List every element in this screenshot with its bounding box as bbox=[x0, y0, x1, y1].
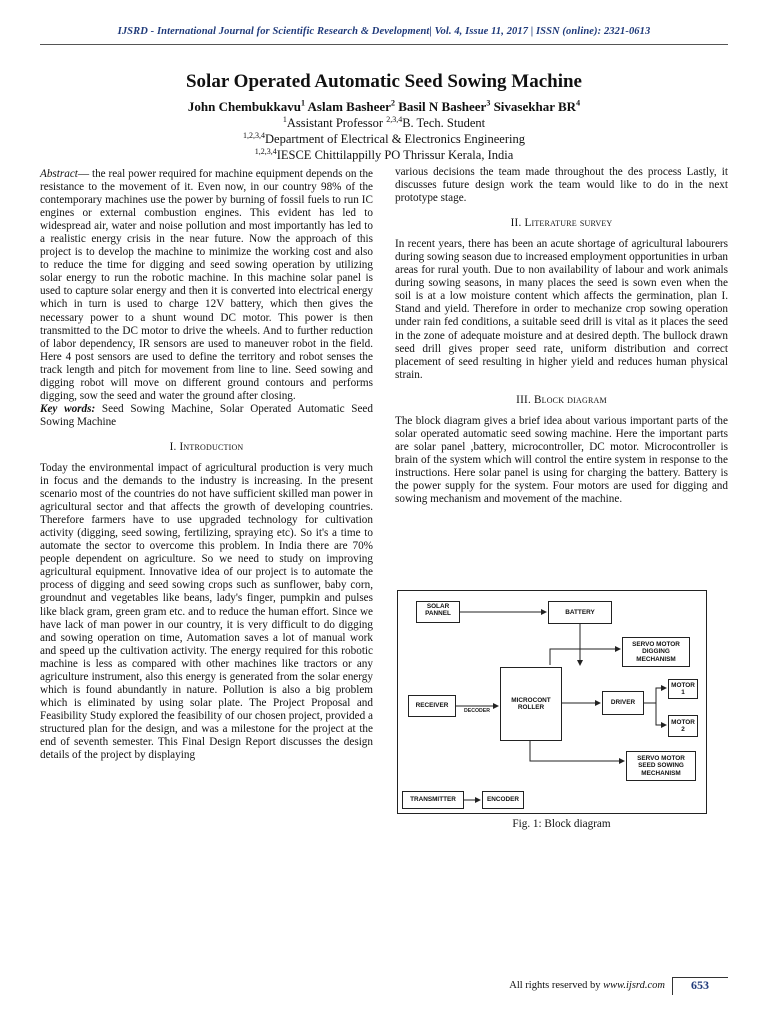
title-block bbox=[40, 70, 728, 163]
page-number: 653 bbox=[691, 978, 709, 992]
aff-1-a: Assistant Professor bbox=[286, 116, 387, 130]
wire-driver-motor2 bbox=[656, 703, 666, 725]
aff-2: Department of Electrical & Electronics Engineering bbox=[265, 132, 525, 146]
aff-2-sup: 1,2,3,4 bbox=[243, 130, 266, 140]
affiliation-institute bbox=[40, 147, 728, 163]
author-4: Sivasekhar BR bbox=[490, 99, 577, 114]
label-decoder: DECODER bbox=[464, 708, 490, 714]
literature-text: In recent years, there has been an acute shortage of agricultural labourers during sowing season due to increased employment opportunities in urban areas for rural youth. Due to non availability of labour and work animals during sowing seasons, in many places the seed is sown even when the soil is at a low moisture content which affects the germination, plan I. Stand and yield. Therefore in order to mechanize crop sowing operation under rain fed conditions, a suitable seed drill is vital as it places the seed in the zone of adequate moisture and at desired depth. The bullock drawn seed drill gives proper seed rate, uniform distribution and correct placement of seed resulting in higher yield and reduces human physical strain. bbox=[395, 238, 728, 381]
affiliation-role bbox=[40, 115, 728, 131]
block-servo-digging: SERVO MOTOR DIGGING MECHANISM bbox=[622, 637, 690, 667]
wire-micro-servo-dig bbox=[550, 649, 620, 665]
author-4-sup: 4 bbox=[576, 98, 581, 108]
aff-1-b: B. Tech. Student bbox=[402, 116, 486, 130]
abstract bbox=[40, 168, 373, 403]
abstract-text: the real power required for machine equipment depends on the resistance to the movement of it. Even now, in our country 98% of the contemporary machines use the power by burning of fossil fuels to run IC engines or external combustion engines. This evident has led to widespread air, water and noise pollution and most importantly has led to a realistic energy crisis in the near future. Now the approach of this project is to develop the machine to minimize the working cost and also to reduce the time for digging and seed sowing operation by utilizing solar energy to run the robotic machine. In this machine solar panel is used to capture solar energy and then it is converted into electrical energy which in turn is used to charge 12V battery, which then gives the necessary power to a shunt wound DC motor. This power is then transmitted to the DC motor to drive the wheels. And to further reduction of labor dependency, IR sensors are used to maneuver robot in the field. Here 4 post sensors are used to define the territory and robot senses the track length and pitch for movement from line to line. Seed sowing and digging robot will move on different ground contours and performs digging, sow the seed and water the ground after closing. bbox=[40, 168, 374, 402]
wire-driver-motor1 bbox=[644, 688, 666, 703]
author-1: John Chembukkavu bbox=[187, 99, 301, 114]
footer-site: www.ijsrd.com bbox=[603, 980, 665, 991]
keywords bbox=[40, 403, 373, 429]
author-2-sup: 2 bbox=[390, 98, 395, 108]
section-heading-introduction: I. Introduction bbox=[169, 440, 244, 453]
block-battery: BATTERY bbox=[548, 601, 612, 624]
block-diagram-text: The block diagram gives a brief idea about various important parts of the solar operated automatic seed sowing machine. Here the important parts are solar panel ,battery, microcontroller, DC motor. Microcontroller is brain of the system which will control the entire system in response to the instructions. Here solar panel is using for charging the battery. Battery is the power supply for the system. Four motors are used for digging and sowing mechanism and movement of the machine. bbox=[395, 414, 728, 506]
footer-rights-text: All rights reserved by bbox=[509, 980, 604, 991]
paper-title: Solar Operated Automatic Seed Sowing Machine bbox=[185, 71, 582, 92]
block-motor-2: MOTOR 2 bbox=[668, 715, 698, 737]
abstract-label: Abstract bbox=[40, 168, 78, 180]
author-list bbox=[40, 98, 728, 115]
abstract-dash: — bbox=[77, 168, 92, 180]
block-diagram-figure bbox=[397, 590, 707, 814]
keywords-label: Key words: bbox=[40, 402, 96, 415]
aff-3-sup: 1,2,3,4 bbox=[254, 146, 277, 156]
aff-1-sup-b: 2,3,4 bbox=[386, 114, 403, 124]
block-receiver: RECEIVER bbox=[408, 695, 456, 717]
keywords-text: Seed Sowing Machine, Solar Operated Automatic Seed Sowing Machine bbox=[40, 402, 373, 428]
block-driver: DRIVER bbox=[602, 691, 644, 715]
introduction-text: Today the environmental impact of agricultural production is very much in focus and the demands to the industry is increasing. In the present scenario most of the countries do not have sufficient skilled man power in agricultural sector and that affects the growth of developing countries. Therefore farmers have to use upgraded technology for cultivation activity (digging, seed sowing, fertilizing, spraying etc). So it's a time to automate the sector to overcome this problem. In India there are 70% people dependent on agriculture. So we need to study on improving agricultural equipment. Innovative idea of our project is to automate the process of digging and seed sowing crops such as sunflower, baby corn, groundnut and vegetables like beans, lady's finger, pumpkin and pulses like black gram, green gram etc. and to reduce the human effort. Since we have lack of man power in our country, it is very difficult to do digging and sowing operation on time, Automation saves a lot of manual work and speed up the cultivation activity. The energy required for this robotic machine is less as compared with other machines like tractors or any agriculture instrument, also this energy is generated from the solar energy which is found abundantly in nature. Pollution is also a big problem which is eliminated by using solar plate. The Project Proposal and Feasibility Study explored the feasibility of our chosen project, provided a structured plan for the design, and was a milestone for the project at the end of seventh semester. This Final Design Report discusses the design details of the project by displaying bbox=[40, 461, 373, 762]
author-3-sup: 3 bbox=[486, 98, 491, 108]
author-1-sup: 1 bbox=[301, 98, 305, 108]
section-heading-block-diagram: III. Block diagram bbox=[516, 393, 607, 406]
author-2: Aslam Basheer bbox=[305, 99, 391, 114]
block-servo-sowing: SERVO MOTOR SEED SOWING MECHANISM bbox=[626, 751, 696, 781]
block-microcontroller: MICROCONT ROLLER bbox=[500, 667, 562, 741]
affiliation-department bbox=[40, 131, 728, 147]
wire-micro-servo-sow bbox=[530, 741, 624, 761]
block-transmitter: TRANSMITTER bbox=[402, 791, 464, 809]
block-solar-panel: SOLAR PANNEL bbox=[416, 601, 460, 623]
right-column bbox=[395, 166, 728, 506]
aff-1-sup-a: 1 bbox=[282, 114, 287, 124]
journal-header: IJSRD - International Journal for Scientific Research & Development| Vol. 4, Issue 11, 2017 | ISSN (online): 2321-0613 bbox=[117, 26, 651, 37]
block-encoder: ENCODER bbox=[482, 791, 524, 809]
footer-rights bbox=[40, 980, 665, 991]
author-3: Basil N Basheer bbox=[394, 99, 487, 114]
aff-3: IESCE Chittilappilly PO Thrissur Kerala, India bbox=[276, 148, 514, 162]
left-column bbox=[40, 168, 373, 762]
block-motor-1: MOTOR 1 bbox=[668, 679, 698, 699]
design-continuation-text: various decisions the team made throughout the des process Lastly, it discusses future design work the team would like to do in the next prototype stage. bbox=[395, 166, 728, 205]
header-rule bbox=[40, 44, 728, 45]
section-heading-literature: II. Literature survey bbox=[510, 217, 613, 230]
figure-caption: Fig. 1: Block diagram bbox=[512, 818, 611, 830]
